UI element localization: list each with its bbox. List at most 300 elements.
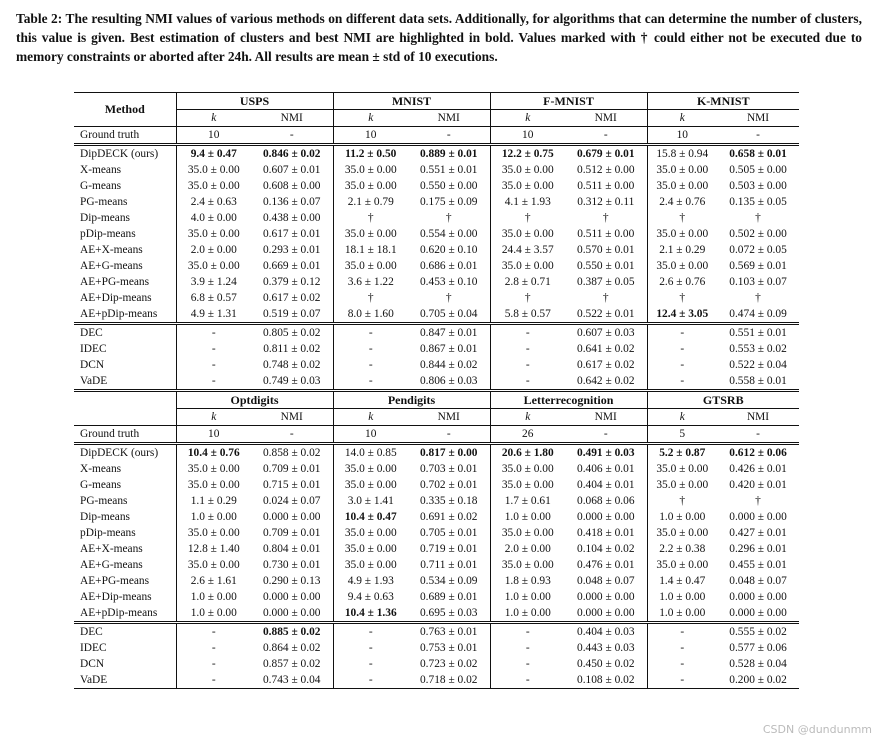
- nmi-value-cell: 0.857 ± 0.02: [262, 657, 321, 670]
- k-value-cell: -: [176, 656, 251, 672]
- method-name: DEC: [74, 623, 176, 641]
- k-value-cell: -: [176, 373, 251, 391]
- table-row: [74, 640, 799, 656]
- method-name: DipDECK (ours): [74, 145, 176, 163]
- nmi-value-cell: †: [602, 291, 609, 304]
- table-row: [74, 357, 799, 373]
- k-value-cell: -: [490, 373, 565, 391]
- nmi-column-header: NMI: [746, 111, 770, 124]
- method-name: X-means: [80, 163, 122, 176]
- k-value-cell: -: [333, 672, 408, 689]
- nmi-value-cell: 0.000 ± 0.00: [262, 590, 321, 603]
- nmi-value-cell: 0.550 ± 0.00: [419, 179, 478, 192]
- method-name: DEC: [74, 324, 176, 342]
- dataset-header: Pendigits: [333, 391, 490, 409]
- k-value-cell: 35.0 ± 0.00: [647, 557, 717, 573]
- nmi-value-cell: 0.512 ± 0.00: [577, 163, 635, 176]
- table-row: [74, 178, 799, 194]
- nmi-value-cell: 0.711 ± 0.01: [420, 558, 478, 571]
- method-name: DCN: [80, 657, 105, 670]
- k-value-cell: -: [333, 656, 408, 672]
- nmi-value-cell: 0.443 ± 0.03: [577, 641, 635, 654]
- k-value-cell: 14.0 ± 0.85: [333, 444, 408, 462]
- k-value-cell: 1.0 ± 0.00: [490, 589, 565, 605]
- dataset-header: MNIST: [333, 93, 490, 110]
- nmi-value-cell: 0.000 ± 0.00: [577, 510, 635, 523]
- method-name: AE+PG-means: [80, 574, 150, 587]
- nmi-value-cell: 0.689 ± 0.01: [419, 590, 478, 603]
- nmi-value-cell: 0.103 ± 0.07: [729, 275, 787, 288]
- nmi-value-cell: †: [445, 211, 452, 224]
- nmi-value-cell: †: [755, 494, 761, 507]
- k-value-cell: 2.6 ± 1.61: [176, 573, 251, 589]
- k-value-cell: 18.1 ± 18.1: [333, 242, 408, 258]
- k-value-cell: 1.0 ± 0.00: [176, 509, 251, 525]
- k-value-cell: 35.0 ± 0.00: [176, 461, 251, 477]
- table-row: [74, 258, 799, 274]
- k-value-cell: 10: [647, 127, 717, 145]
- k-column-header: k: [176, 110, 251, 127]
- nmi-value-cell: 0.072 ± 0.05: [729, 243, 787, 256]
- table-row: [74, 341, 799, 357]
- k-value-cell: 35.0 ± 0.00: [490, 226, 565, 242]
- nmi-value-cell: 0.817 ± 0.00: [408, 444, 490, 462]
- k-value-cell: 10: [176, 426, 251, 444]
- k-value-cell: †: [647, 493, 717, 509]
- nmi-value-cell: 0.135 ± 0.05: [729, 195, 787, 208]
- method-name: G-means: [80, 179, 122, 192]
- dataset-header: K-MNIST: [647, 93, 799, 110]
- nmi-value-cell: †: [445, 291, 452, 304]
- k-value-cell: -: [176, 672, 251, 689]
- k-value-cell: 35.0 ± 0.00: [176, 178, 251, 194]
- k-value-cell: 1.8 ± 0.93: [490, 573, 565, 589]
- method-name: AE+Dip-means: [80, 590, 152, 603]
- k-value-cell: 26: [490, 426, 565, 444]
- nmi-value-cell: 0.420 ± 0.01: [729, 478, 787, 491]
- k-value-cell: 10: [333, 426, 408, 444]
- k-value-cell: 35.0 ± 0.00: [647, 178, 717, 194]
- table-row: [74, 509, 799, 525]
- k-value-cell: -: [490, 656, 565, 672]
- nmi-value-cell: 0.000 ± 0.00: [729, 510, 787, 523]
- k-value-cell: 11.2 ± 0.50: [333, 145, 408, 163]
- k-value-cell: 35.0 ± 0.00: [333, 226, 408, 242]
- k-value-cell: 35.0 ± 0.00: [333, 525, 408, 541]
- k-value-cell: 2.1 ± 0.79: [333, 194, 408, 210]
- nmi-value-cell: 0.000 ± 0.00: [729, 606, 787, 619]
- k-value-cell: 1.0 ± 0.00: [490, 605, 565, 623]
- nmi-value-cell: 0.293 ± 0.01: [262, 243, 321, 256]
- nmi-column-header: NMI: [280, 410, 303, 423]
- method-column-header: Method: [74, 93, 176, 127]
- dataset-header: F-MNIST: [490, 93, 647, 110]
- nmi-column-header: NMI: [594, 410, 617, 423]
- nmi-value-cell: 0.404 ± 0.03: [565, 623, 647, 641]
- k-value-cell: 2.4 ± 0.76: [647, 194, 717, 210]
- nmi-value-cell: 0.522 ± 0.01: [577, 307, 635, 320]
- table-row: [74, 242, 799, 258]
- method-name: AE+X-means: [80, 243, 143, 256]
- k-value-cell: 1.0 ± 0.00: [176, 605, 251, 623]
- k-value-cell: †: [333, 210, 408, 226]
- k-value-cell: 3.0 ± 1.41: [333, 493, 408, 509]
- nmi-value-cell: 0.749 ± 0.03: [262, 374, 321, 387]
- nmi-value-cell: 0.867 ± 0.01: [419, 342, 478, 355]
- k-value-cell: 4.9 ± 1.93: [333, 573, 408, 589]
- method-name: VaDE: [74, 672, 176, 689]
- nmi-value-cell: -: [717, 426, 799, 444]
- nmi-value-cell: 0.658 ± 0.01: [717, 145, 799, 163]
- nmi-value-cell: 0.000 ± 0.00: [577, 590, 635, 603]
- nmi-value-cell: 0.620 ± 0.10: [419, 243, 478, 256]
- k-value-cell: -: [333, 640, 408, 656]
- method-name: pDip-means: [80, 227, 136, 240]
- nmi-value-cell: 0.104 ± 0.02: [577, 542, 635, 555]
- k-value-cell: 3.6 ± 1.22: [333, 274, 408, 290]
- table-row: [74, 194, 799, 210]
- k-value-cell: 35.0 ± 0.00: [333, 541, 408, 557]
- nmi-value-cell: 0.719 ± 0.01: [419, 542, 478, 555]
- table-row: [74, 145, 799, 163]
- nmi-value-cell: 0.296 ± 0.01: [729, 542, 787, 555]
- k-value-cell: 35.0 ± 0.00: [333, 162, 408, 178]
- table-row: [74, 373, 799, 391]
- k-value-cell: -: [333, 341, 408, 357]
- nmi-value-cell: 0.453 ± 0.10: [419, 275, 478, 288]
- nmi-value-cell: 0.718 ± 0.02: [408, 672, 490, 689]
- nmi-column-header: NMI: [746, 410, 770, 423]
- k-value-cell: 35.0 ± 0.00: [647, 258, 717, 274]
- k-value-cell: 1.0 ± 0.00: [647, 605, 717, 623]
- k-value-cell: 35.0 ± 0.00: [176, 258, 251, 274]
- k-value-cell: 35.0 ± 0.00: [176, 162, 251, 178]
- k-value-cell: -: [176, 324, 251, 342]
- k-value-cell: 35.0 ± 0.00: [176, 226, 251, 242]
- nmi-value-cell: 0.811 ± 0.02: [263, 342, 321, 355]
- nmi-value-cell: 0.528 ± 0.04: [729, 657, 787, 670]
- k-value-cell: 2.0 ± 0.00: [490, 541, 565, 557]
- k-value-cell: 1.7 ± 0.61: [490, 493, 565, 509]
- method-name: IDEC: [80, 641, 107, 654]
- nmi-value-cell: 0.048 ± 0.07: [729, 574, 787, 587]
- nmi-value-cell: 0.551 ± 0.01: [717, 324, 799, 342]
- k-value-cell: 35.0 ± 0.00: [490, 258, 565, 274]
- table-row: [74, 589, 799, 605]
- k-value-cell: 10: [176, 127, 251, 145]
- k-value-cell: 2.4 ± 0.63: [176, 194, 251, 210]
- nmi-value-cell: 0.450 ± 0.02: [577, 657, 635, 670]
- k-column-header: k: [647, 409, 717, 426]
- nmi-value-cell: 0.570 ± 0.01: [577, 243, 635, 256]
- nmi-value-cell: 0.844 ± 0.02: [419, 358, 478, 371]
- dataset-header: GTSRB: [647, 391, 799, 409]
- table-row: [74, 525, 799, 541]
- nmi-value-cell: 0.000 ± 0.00: [262, 510, 321, 523]
- nmi-value-cell: 0.551 ± 0.01: [419, 163, 478, 176]
- k-value-cell: 15.8 ± 0.94: [647, 145, 717, 163]
- k-value-cell: 1.0 ± 0.00: [176, 589, 251, 605]
- k-value-cell: 4.1 ± 1.93: [490, 194, 565, 210]
- nmi-value-cell: 0.335 ± 0.18: [419, 494, 478, 507]
- nmi-value-cell: -: [408, 127, 490, 145]
- k-value-cell: 5.2 ± 0.87: [647, 444, 717, 462]
- table-row: [74, 210, 799, 226]
- method-name: AE+G-means: [80, 558, 143, 571]
- nmi-value-cell: 0.847 ± 0.01: [408, 324, 490, 342]
- results-table: [74, 92, 799, 689]
- nmi-value-cell: 0.569 ± 0.01: [729, 259, 787, 272]
- k-value-cell: -: [647, 324, 717, 342]
- nmi-value-cell: 0.474 ± 0.09: [729, 307, 787, 320]
- nmi-value-cell: 0.709 ± 0.01: [262, 526, 321, 539]
- nmi-value-cell: 0.476 ± 0.01: [577, 558, 635, 571]
- nmi-value-cell: 0.553 ± 0.02: [729, 342, 787, 355]
- k-value-cell: 24.4 ± 3.57: [490, 242, 565, 258]
- nmi-value-cell: †: [755, 211, 761, 224]
- k-column-header: k: [176, 409, 251, 426]
- k-value-cell: †: [647, 210, 717, 226]
- k-value-cell: 35.0 ± 0.00: [490, 461, 565, 477]
- k-value-cell: 35.0 ± 0.00: [490, 557, 565, 573]
- method-name: G-means: [80, 478, 122, 491]
- method-name: AE+Dip-means: [80, 291, 152, 304]
- k-column-header: k: [647, 110, 717, 127]
- table-row: [74, 306, 799, 324]
- k-value-cell: 2.1 ± 0.29: [647, 242, 717, 258]
- k-value-cell: 5.8 ± 0.57: [490, 306, 565, 324]
- nmi-value-cell: 0.555 ± 0.02: [717, 623, 799, 641]
- table-caption: Table 2: The resulting NMI values of various methods on different data sets. Additionally, for algorithms that can determine the number of clusters, this value is given. Best estimation of clusters and best NMI are highlighted in bold. Values marked with † could either not be executed due to memory constraints or aborted after 24h. All results are mean ± std of 10 executions.: [16, 11, 862, 64]
- nmi-value-cell: 0.763 ± 0.01: [408, 623, 490, 641]
- nmi-value-cell: -: [251, 426, 333, 444]
- k-value-cell: 10.4 ± 0.47: [333, 509, 408, 525]
- k-value-cell: †: [647, 290, 717, 306]
- nmi-value-cell: -: [717, 127, 799, 145]
- k-value-cell: -: [647, 672, 717, 689]
- nmi-value-cell: -: [565, 127, 647, 145]
- k-column-header: k: [490, 409, 565, 426]
- nmi-value-cell: 0.805 ± 0.02: [251, 324, 333, 342]
- nmi-value-cell: 0.715 ± 0.01: [262, 478, 321, 491]
- nmi-value-cell: 0.695 ± 0.03: [419, 606, 478, 619]
- dataset-header: Letterrecognition: [490, 391, 647, 409]
- nmi-value-cell: 0.048 ± 0.07: [577, 574, 635, 587]
- k-value-cell: 10.4 ± 0.76: [176, 444, 251, 462]
- k-value-cell: 12.4 ± 3.05: [647, 306, 717, 324]
- nmi-value-cell: 0.068 ± 0.06: [577, 494, 635, 507]
- k-value-cell: -: [490, 672, 565, 689]
- k-value-cell: 35.0 ± 0.00: [333, 178, 408, 194]
- nmi-value-cell: †: [755, 291, 761, 304]
- k-value-cell: 1.0 ± 0.00: [647, 589, 717, 605]
- method-name: X-means: [80, 462, 122, 475]
- watermark: CSDN @dundunmm: [762, 723, 872, 736]
- k-value-cell: 35.0 ± 0.00: [647, 525, 717, 541]
- k-value-cell: -: [333, 623, 408, 641]
- k-value-cell: 12.2 ± 0.75: [490, 145, 565, 163]
- nmi-value-cell: 0.642 ± 0.02: [577, 374, 635, 387]
- method-name: PG-means: [80, 494, 128, 507]
- nmi-value-cell: 0.502 ± 0.00: [729, 227, 787, 240]
- nmi-value-cell: 0.617 ± 0.01: [262, 227, 321, 240]
- k-value-cell: 1.0 ± 0.00: [647, 509, 717, 525]
- k-value-cell: 35.0 ± 0.00: [647, 477, 717, 493]
- nmi-value-cell: 0.691 ± 0.02: [419, 510, 478, 523]
- k-value-cell: †: [490, 210, 565, 226]
- k-value-cell: 2.8 ± 0.71: [490, 274, 565, 290]
- k-value-cell: 2.0 ± 0.00: [176, 242, 251, 258]
- k-value-cell: -: [647, 640, 717, 656]
- nmi-value-cell: 0.503 ± 0.00: [729, 179, 787, 192]
- nmi-column-header: NMI: [437, 111, 460, 124]
- nmi-value-cell: 0.534 ± 0.09: [419, 574, 478, 587]
- nmi-value-cell: 0.175 ± 0.09: [419, 195, 478, 208]
- method-name: VaDE: [80, 374, 108, 387]
- table-row: [74, 477, 799, 493]
- k-value-cell: 35.0 ± 0.00: [333, 461, 408, 477]
- k-value-cell: -: [647, 373, 717, 391]
- nmi-value-cell: 0.427 ± 0.01: [729, 526, 787, 539]
- k-value-cell: 35.0 ± 0.00: [176, 477, 251, 493]
- k-value-cell: 35.0 ± 0.00: [490, 525, 565, 541]
- method-column-header: [74, 391, 176, 426]
- table-row: [74, 605, 799, 623]
- k-value-cell: 8.0 ± 1.60: [333, 306, 408, 324]
- k-value-cell: †: [333, 290, 408, 306]
- method-name: Ground truth: [74, 127, 176, 145]
- k-value-cell: 10: [490, 127, 565, 145]
- k-value-cell: -: [333, 324, 408, 342]
- k-value-cell: 35.0 ± 0.00: [647, 162, 717, 178]
- k-value-cell: 1.0 ± 0.00: [490, 509, 565, 525]
- k-value-cell: -: [490, 357, 565, 373]
- nmi-column-header: NMI: [437, 410, 460, 423]
- k-value-cell: -: [490, 623, 565, 641]
- nmi-value-cell: 0.753 ± 0.01: [419, 641, 478, 654]
- k-value-cell: 35.0 ± 0.00: [333, 557, 408, 573]
- k-value-cell: 35.0 ± 0.00: [333, 258, 408, 274]
- nmi-value-cell: 0.864 ± 0.02: [262, 641, 321, 654]
- table-row: [74, 672, 799, 689]
- nmi-value-cell: 0.858 ± 0.02: [251, 444, 333, 462]
- method-name: Dip-means: [80, 211, 130, 224]
- k-value-cell: 12.8 ± 1.40: [176, 541, 251, 557]
- method-name: DipDECK (ours): [74, 444, 176, 462]
- k-value-cell: -: [647, 357, 717, 373]
- dataset-header: USPS: [176, 93, 333, 110]
- method-name: AE+pDip-means: [80, 307, 158, 320]
- nmi-value-cell: 0.522 ± 0.04: [729, 358, 787, 371]
- table-row: [74, 162, 799, 178]
- k-value-cell: -: [490, 341, 565, 357]
- k-value-cell: 10.4 ± 1.36: [333, 605, 408, 623]
- method-name: Ground truth: [74, 426, 176, 444]
- nmi-value-cell: 0.748 ± 0.02: [262, 358, 321, 371]
- nmi-value-cell: 0.406 ± 0.01: [577, 462, 635, 475]
- nmi-value-cell: †: [602, 211, 609, 224]
- nmi-value-cell: -: [565, 426, 647, 444]
- k-value-cell: 4.0 ± 0.00: [176, 210, 251, 226]
- nmi-value-cell: 0.641 ± 0.02: [577, 342, 635, 355]
- k-value-cell: -: [490, 324, 565, 342]
- k-value-cell: 20.6 ± 1.80: [490, 444, 565, 462]
- nmi-value-cell: -: [251, 127, 333, 145]
- k-value-cell: 35.0 ± 0.00: [647, 226, 717, 242]
- nmi-value-cell: 0.846 ± 0.02: [251, 145, 333, 163]
- k-column-header: k: [333, 110, 408, 127]
- k-value-cell: -: [333, 357, 408, 373]
- k-value-cell: -: [647, 341, 717, 357]
- nmi-value-cell: 0.612 ± 0.06: [717, 444, 799, 462]
- nmi-value-cell: 0.108 ± 0.02: [565, 672, 647, 689]
- k-value-cell: †: [490, 290, 565, 306]
- nmi-value-cell: 0.404 ± 0.01: [577, 478, 635, 491]
- nmi-value-cell: 0.200 ± 0.02: [717, 672, 799, 689]
- table-row: [74, 493, 799, 509]
- method-name: AE+pDip-means: [80, 606, 158, 619]
- table-row: [74, 290, 799, 306]
- method-name: PG-means: [80, 195, 128, 208]
- k-value-cell: -: [647, 623, 717, 641]
- k-value-cell: -: [490, 640, 565, 656]
- table-row: [74, 274, 799, 290]
- nmi-value-cell: 0.387 ± 0.05: [577, 275, 635, 288]
- method-name: IDEC: [80, 342, 107, 355]
- nmi-value-cell: 0.000 ± 0.00: [729, 590, 787, 603]
- nmi-value-cell: 0.686 ± 0.01: [419, 259, 478, 272]
- nmi-value-cell: 0.136 ± 0.07: [262, 195, 321, 208]
- k-value-cell: 4.9 ± 1.31: [176, 306, 251, 324]
- nmi-value-cell: 0.519 ± 0.07: [262, 307, 321, 320]
- nmi-value-cell: 0.885 ± 0.02: [251, 623, 333, 641]
- nmi-column-header: NMI: [594, 111, 617, 124]
- table-row: [74, 557, 799, 573]
- method-name: AE+G-means: [80, 259, 143, 272]
- nmi-value-cell: 0.730 ± 0.01: [262, 558, 321, 571]
- nmi-value-cell: 0.505 ± 0.00: [729, 163, 787, 176]
- nmi-value-cell: 0.723 ± 0.02: [419, 657, 478, 670]
- table-row: [74, 324, 799, 342]
- k-value-cell: 35.0 ± 0.00: [490, 162, 565, 178]
- metric-header-row: [74, 110, 799, 127]
- nmi-value-cell: 0.607 ± 0.01: [262, 163, 321, 176]
- nmi-value-cell: 0.679 ± 0.01: [565, 145, 647, 163]
- nmi-value-cell: 0.426 ± 0.01: [729, 462, 787, 475]
- method-name: AE+PG-means: [80, 275, 150, 288]
- nmi-value-cell: 0.669 ± 0.01: [262, 259, 321, 272]
- table-row: [74, 541, 799, 557]
- nmi-value-cell: 0.889 ± 0.01: [408, 145, 490, 163]
- k-value-cell: 2.6 ± 0.76: [647, 274, 717, 290]
- nmi-value-cell: 0.024 ± 0.07: [262, 494, 321, 507]
- dataset-header-row: [74, 391, 799, 409]
- nmi-value-cell: 0.554 ± 0.00: [419, 227, 478, 240]
- table-row: [74, 461, 799, 477]
- k-value-cell: 1.4 ± 0.47: [647, 573, 717, 589]
- k-value-cell: -: [176, 357, 251, 373]
- k-value-cell: -: [176, 640, 251, 656]
- nmi-value-cell: 0.418 ± 0.01: [577, 526, 635, 539]
- nmi-value-cell: 0.558 ± 0.01: [729, 374, 787, 387]
- table-row: [74, 426, 799, 444]
- nmi-value-cell: 0.491 ± 0.03: [565, 444, 647, 462]
- table-row: [74, 127, 799, 145]
- k-value-cell: 35.0 ± 0.00: [490, 178, 565, 194]
- k-value-cell: 9.4 ± 0.63: [333, 589, 408, 605]
- nmi-value-cell: 0.705 ± 0.01: [419, 526, 478, 539]
- nmi-value-cell: 0.804 ± 0.01: [262, 542, 321, 555]
